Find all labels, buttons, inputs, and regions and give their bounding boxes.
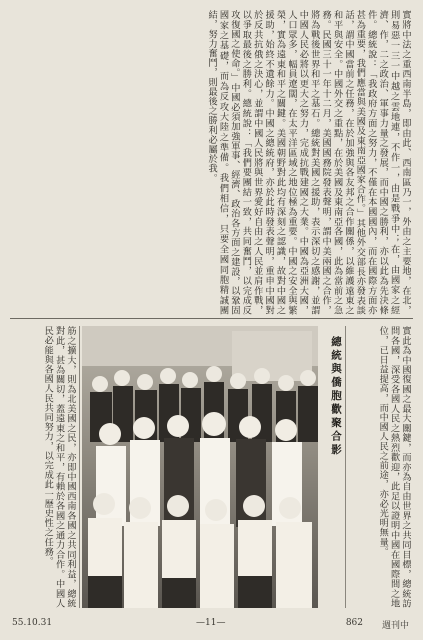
horizontal-rule [10, 318, 413, 319]
article-text-bottom-left: 筋之擴大，則為北美國之民，亦即中國西南各國之共同利益，總統對此，甚為關切，蓋遠東之和平，有賴於各國之通力合作。中國人民必能與各國人民共同努力，以完成此一歷史性之任務。 [42, 326, 76, 608]
article-text-bottom-right: 實此為中國復國之最大關鍵，而亦為自由世界之共同目標，總統訪問各國，深受各國人民之熱烈歡迎，此足以證明中國在國際間之地位，已日益提高，而中國人民之前途，亦必光明無量。 [377, 326, 411, 608]
group-photo [82, 326, 318, 608]
publication-name: 週刊中 [381, 621, 409, 631]
page-footer [0, 614, 423, 634]
column-divider [345, 326, 346, 608]
issue-date: 55.10.31 [12, 618, 53, 628]
article-text-top: 實將中法之重西南半島，即由此、西南區乃一，外由之主要地，在北，則易惡一三一中越之雲地連，不作一，由是戰爭中；在，由國家之經濟、作，二之政治、軍事力量之發展，而中國之勝利，亦以此為先決條件。總統說：「我政府方面之努力，不僅在本國國內，而在國際方面亦甚為重要，我們應當與美國及東南亞國家合作。」其他外交部長亦發表談話，謂中國當前之任務，在於加強與各友邦之合作關係，以維護遠東之和平與安全。中國外交之重點，在於美國及東南亞各國，此為當前之急務。民國三十一年十二月，美國國務院發表聲明，謂中美兩國之合作，將為戰後世界和平之基石。總統對美國之援助，表示深切之感謝，並謂中國人民必將以更大之努力，完成抗戰建國之大業。中國為亞洲大國，人口眾多，幅員遼闊，在太平洋區域之地位極為重要。中國之安全與繁榮，實為遠東和平之關鍵。美國朝野對此均有深刻之認識，故對中國之援助，始終不遺餘力。中國之總統府，亦於此時發表聲明，重申中國對於反共抗俄之決心，並謂中國人民將與世界愛好自由之人民並肩作戰，以爭取最後之勝利。總統說：「我們要團結一致，共同奮鬥，以完成反攻復國之使命。」中國必須加強軍事、經濟、政治各方面之建設，以鞏固國家之基礎，而為反攻大陸之準備。我們相信，只要全國同胞精誠團結，努力奮鬥，則最後之勝利必屬於我。 [206, 10, 411, 315]
issue-number: 862 [345, 618, 363, 628]
photo-block [82, 326, 344, 608]
photo-caption: 總統與僑胞歡聚合影 [330, 336, 342, 458]
column-divider [79, 326, 80, 608]
page-number: —11— [196, 618, 226, 628]
group-photo-image [82, 326, 318, 608]
